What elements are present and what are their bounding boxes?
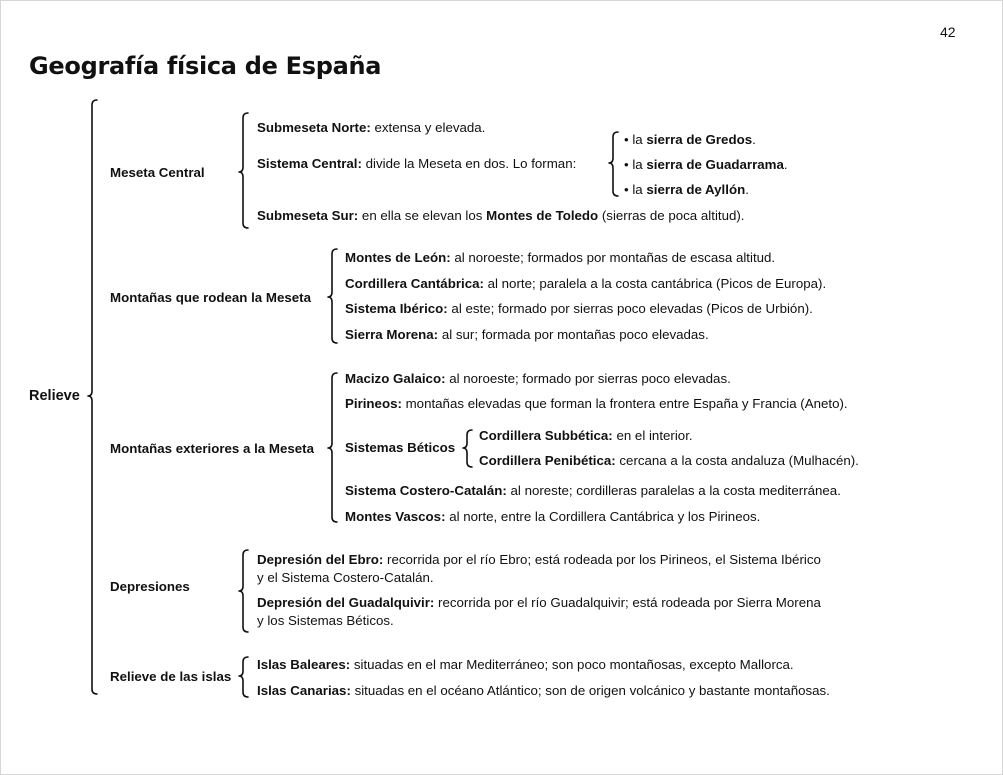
islas-baleares: Islas Baleares: situadas en el mar Mediterráneo; son poco montañosas, excepto Mallorca. [257,657,794,672]
sierra-ayllon: • la sierra de Ayllón. [624,182,749,197]
rodean-label: Montañas que rodean la Meseta [110,290,311,305]
sierra-guadarrama: • la sierra de Guadarrama. [624,157,788,172]
islas-label: Relieve de las islas [110,669,232,684]
montes-vascos: Montes Vascos: al norte, entre la Cordillera Cantábrica y los Pirineos. [345,509,761,524]
depresion-ebro: Depresión del Ebro: recorrida por el río Ebro; está rodeada por los Pirineos, el Sistema Ibérico [257,552,821,567]
depresion-guadalquivir: Depresión del Guadalquivir: recorrida por el río Guadalquivir; está rodeada por Sierra Morena [257,595,821,610]
montes-de-leon: Montes de León: al noroeste; formados por montañas de escasa altitud. [345,250,776,265]
macizo-galaico: Macizo Galaico: al noroeste; formado por sierras poco elevadas. [345,371,731,386]
submeseta-norte: Submeseta Norte: extensa y elevada. [257,120,486,135]
sistemas-beticos-label: Sistemas Béticos [345,440,456,455]
cordillera-cantabrica: Cordillera Cantábrica: al norte; paralela a la costa cantábrica (Picos de Europa). [345,276,827,291]
depresion-guadalquivir-line2: y los Sistemas Béticos. [257,613,394,628]
sierra-morena: Sierra Morena: al sur; formada por montañas poco elevadas. [345,327,709,342]
islas-canarias: Islas Canarias: situadas en el océano Atlántico; son de origen volcánico y bastante montañosas. [257,683,830,698]
exteriores-label: Montañas exteriores a la Meseta [110,441,314,456]
cordillera-subbetica: Cordillera Subbética: en el interior. [479,428,693,443]
sierra-gredos: • la sierra de Gredos. [624,132,756,147]
relieve-label: Relieve [29,388,80,404]
sistema-central: Sistema Central: divide la Meseta en dos. Lo forman: [257,156,577,171]
submeseta-sur: Submeseta Sur: en ella se elevan los Montes de Toledo (sierras de poca altitud). [257,208,745,223]
cordillera-penibetica: Cordillera Penibética: cercana a la costa andaluza (Mulhacén). [479,453,859,468]
pirineos: Pirineos: montañas elevadas que forman la frontera entre España y Francia (Aneto). [345,396,848,411]
depresiones-label: Depresiones [110,579,190,594]
sistema-costero-catalan: Sistema Costero-Catalán: al noreste; cordilleras paralelas a la costa mediterránea. [345,483,841,498]
page-title: Geografía física de España [29,52,382,80]
page-number: 42 [940,24,956,40]
depresion-ebro-line2: y el Sistema Costero-Catalán. [257,570,434,585]
meseta-central-label: Meseta Central [110,165,205,180]
sistema-iberico: Sistema Ibérico: al este; formado por sierras poco elevadas (Picos de Urbión). [345,301,813,316]
